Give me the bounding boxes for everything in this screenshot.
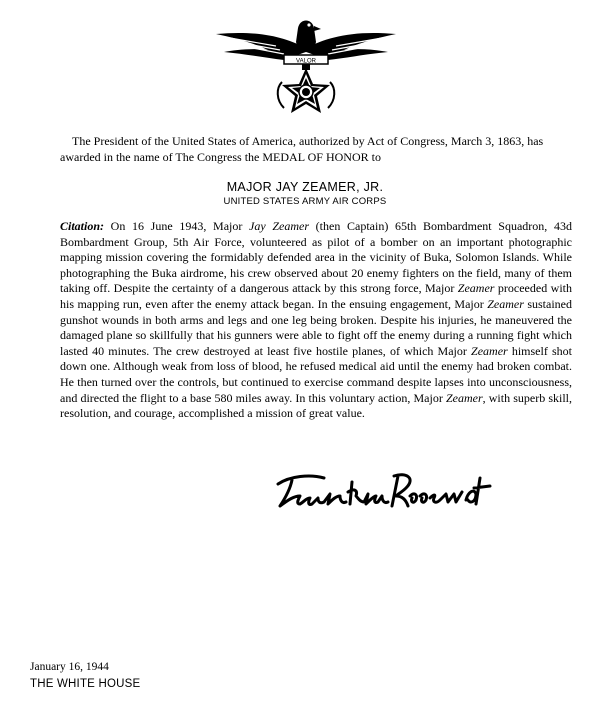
award-intro-text: The President of the United States of America, authorized by Act of Congress, March 3, 1863, has awarded in the name of The Congress the MEDAL OF HONOR to <box>60 134 544 164</box>
citation-paragraph <box>60 219 572 422</box>
issue-date: January 16, 1944 <box>30 661 109 673</box>
citation-text: (then Captain) 65th Bombardment Squadron, 43d Bombardment Group, 5th Air Force, volunteered as pilot of a bomber on an important photographic mapping mission covering the formidably defended area in the vicinity of Buka, Solomon Islands. While photographing the Buka airdrome, his crew observed about 20 enemy fighters on the field, many of them taking off. Despite the certainty of a dangerous attack by this strong force, Major <box>60 219 572 296</box>
medal-of-honor-emblem-icon <box>206 8 406 118</box>
citation-text: himself shot down one. Although weak from loss of blood, he refused medical aid until the enemy had broken combat. He then turned over the controls, but continued to exercise command despite lapses into unconsciousness, and directed the flight to a base 580 miles away. In this voluntary action, Major <box>60 343 572 405</box>
citation-text: sustained gunshot wounds in both arms and legs and one leg being broken. Despite his injuries, he maneuvered the damaged plane so skillfully that his gunners were able to fight off the enemy during a running fight which lasted 40 minutes. The crew destroyed at least five hostile planes, of which Major <box>60 296 572 358</box>
citation-name: Zeamer <box>487 296 524 311</box>
recipient-unit: UNITED STATES ARMY AIR CORPS <box>223 196 387 207</box>
svg-text:VALOR: VALOR <box>296 58 316 65</box>
citation-text: , with superb skill, resolution, and courage, accomplished a mission of great value. <box>60 390 572 421</box>
citation-name: Jay Zeamer <box>249 219 309 233</box>
citation-name: Zeamer <box>457 281 495 296</box>
citation-name: Zeamer <box>471 343 508 358</box>
recipient-name: MAJOR JAY ZEAMER, JR. <box>226 180 384 194</box>
citation-label: Citation: <box>60 219 105 233</box>
issue-place: THE WHITE HOUSE <box>30 678 141 690</box>
citation-text: proceeded with his mapping run, even after the enemy attack began. In the ensuing engagement, Major <box>60 281 572 311</box>
citation-text: On 16 June 1943, Major <box>104 219 250 233</box>
signature-icon <box>270 466 500 518</box>
citation-name: Zeamer <box>445 390 483 405</box>
